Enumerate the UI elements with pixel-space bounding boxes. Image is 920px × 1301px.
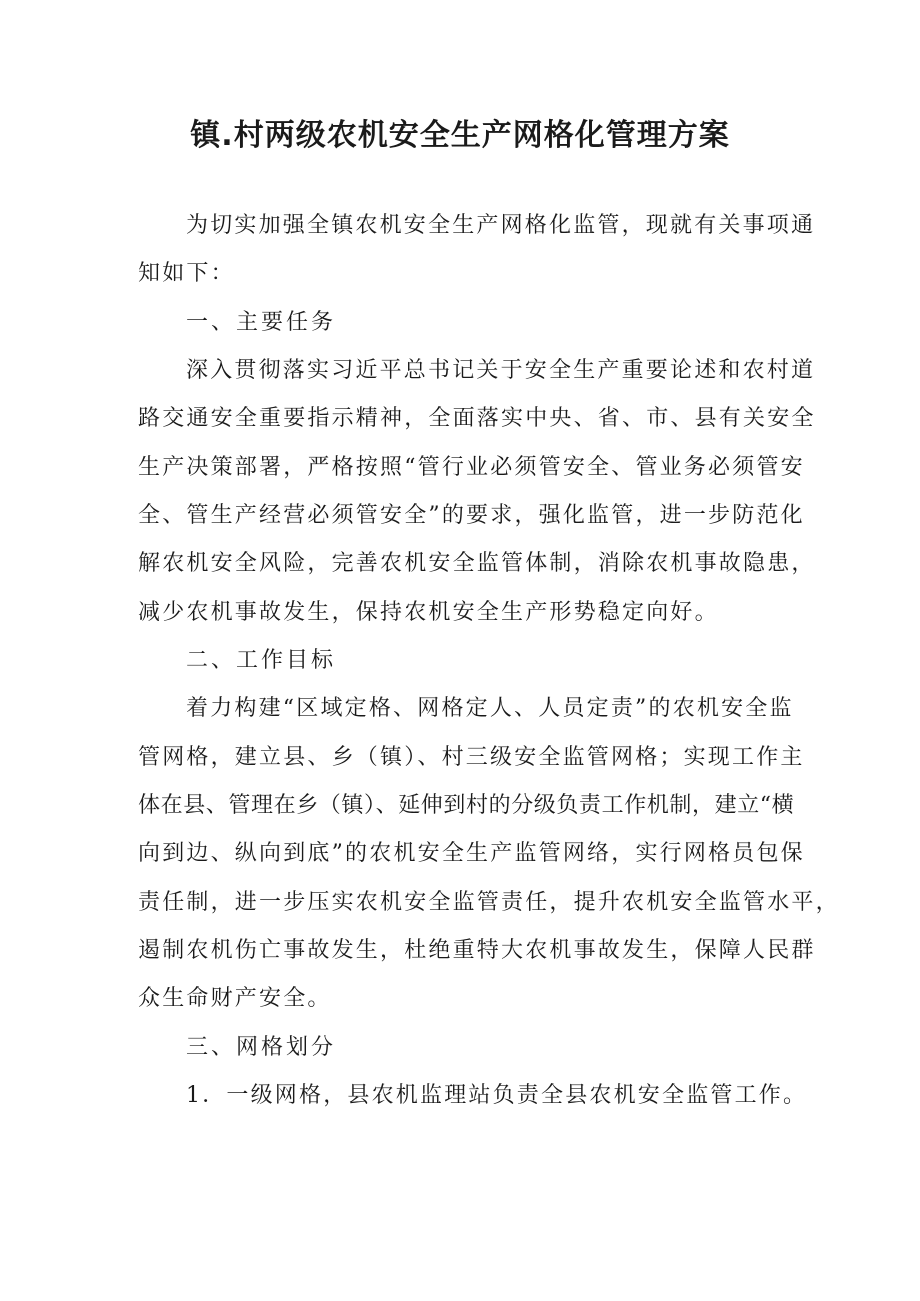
paragraph-line: 路交通安全重要指示精神，全面落实中央、省、市、县有关安全 [138, 406, 816, 431]
paragraph-line: 解农机安全风险，完善农机安全监管体制，消除农机事故隐患， [138, 551, 816, 576]
paragraph-line: 遏制农机伤亡事故发生，杜绝重特大农机事故发生，保障人民群 [138, 938, 816, 963]
paragraph-line: 众生命财产安全。 [138, 986, 332, 1011]
paragraph-line: 管网格，建立县、乡（镇）、村三级安全监管网格；实现工作主 [138, 745, 805, 770]
paragraph-line: 1．一级网格，县农机监理站负责全县农机安全监管工作。 [186, 1083, 808, 1108]
paragraph-line: 全、管生产经营必须管安全”的要求，强化监管，进一步防范化 [138, 503, 805, 528]
paragraph-line: 责任制，进一步压实农机安全监管责任，提升农机安全监管水平， [138, 890, 840, 915]
paragraph-line: 着力构建“区域定格、网格定人、人员定责”的农机安全监 [186, 696, 794, 721]
paragraph-line: 深入贯彻落实习近平总书记关于安全生产重要论述和农村道 [186, 358, 816, 383]
paragraph-line: 知如下： [138, 261, 235, 286]
paragraph-line: 向到边、纵向到底”的农机安全生产监管网络，实行网格员包保 [138, 841, 805, 866]
section-heading-main-tasks: 一、主要任务 [186, 310, 337, 335]
paragraph-line: 减少农机事故发生，保持农机安全生产形势稳定向好。 [138, 600, 719, 625]
section-heading-grid-division: 三、网格划分 [186, 1035, 337, 1060]
paragraph-line: 生产决策部署，严格按照“管行业必须管安全、管业务必须管安 [138, 455, 805, 480]
section-heading-work-goals: 二、工作目标 [186, 648, 337, 673]
paragraph-line: 体在县、管理在乡（镇）、延伸到村的分级负责工作机制，建立“横 [138, 793, 795, 818]
paragraph-line: 为切实加强全镇农机安全生产网格化监管，现就有关事项通 [186, 213, 816, 238]
document-title: 镇.村两级农机安全生产网格化管理方案 [190, 118, 730, 153]
